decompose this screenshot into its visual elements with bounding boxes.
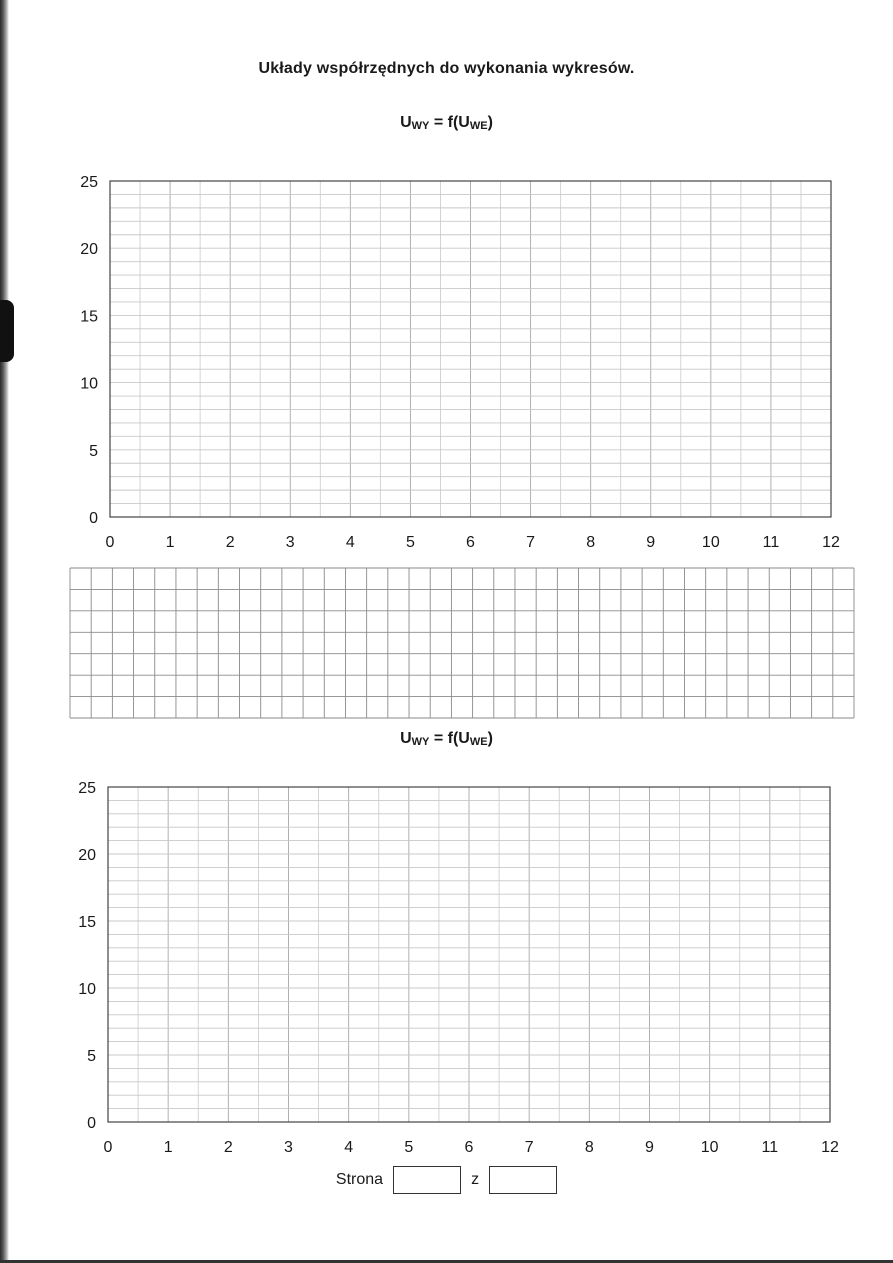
chart-2-x-tick-label: 9	[645, 1139, 654, 1156]
chart-2-x-tick-label: 10	[700, 1139, 719, 1156]
chart-2-y-tick-label: 15	[78, 914, 96, 931]
chart-1-x-tick-label: 4	[345, 534, 355, 551]
chart-1-y-tick-label: 10	[80, 375, 98, 393]
chart-2-x-tick-label: 8	[584, 1139, 594, 1156]
chart-2-y-tick-label: 10	[78, 981, 96, 998]
chart-1-y-tick-label: 5	[89, 442, 98, 460]
chart-1-graph[interactable]	[0, 170, 893, 555]
chart-1-title-mid: = f(U	[429, 114, 470, 131]
chart-1-y-tick-label: 15	[80, 308, 98, 326]
chart-1-x-tick-label: 2	[225, 534, 235, 551]
chart-1-x-tick-label: 0	[105, 534, 115, 551]
chart-1-title	[0, 114, 893, 132]
chart-2-y-tick-label: 0	[87, 1115, 96, 1132]
chart-2-x-tick-label: 7	[524, 1139, 534, 1156]
chart-1-x-tick-label: 11	[762, 534, 780, 551]
chart-2-title-mid: = f(U	[429, 730, 470, 747]
chart-1-title-sub-we: WE	[469, 120, 488, 132]
chart-2-title	[0, 730, 893, 748]
chart-1-title-end: )	[487, 114, 493, 131]
chart-2-x-tick-label: 1	[163, 1139, 173, 1156]
chart-2-x-tick-label: 2	[223, 1139, 233, 1156]
chart-2-x-tick-label: 5	[404, 1139, 414, 1156]
chart-2-title-sub-we: WE	[469, 736, 488, 748]
chart-2-x-tick-label: 3	[284, 1139, 293, 1156]
chart-1-x-tick-label: 10	[701, 534, 720, 551]
page-number-box[interactable]	[393, 1166, 461, 1194]
chart-1-y-tick-label: 20	[80, 241, 98, 259]
chart-1-x-tick-label: 8	[586, 534, 596, 551]
chart-1-x-tick-label: 9	[646, 534, 656, 551]
total-pages-box[interactable]	[489, 1166, 557, 1194]
chart-1-x-tick-label: 6	[466, 534, 475, 551]
chart-1-title-u: U	[400, 114, 412, 131]
chart-2-title-end: )	[487, 730, 493, 747]
chart-2-x-tick-label: 11	[761, 1139, 779, 1156]
chart-2-title-u: U	[400, 730, 412, 747]
chart-2-x-tick-label: 6	[464, 1139, 474, 1156]
blank-value-table[interactable]	[0, 566, 893, 722]
of-label: z	[471, 1171, 480, 1188]
chart-2-x-tick-label: 0	[103, 1139, 113, 1156]
chart-1-x-tick-label: 1	[165, 534, 175, 551]
chart-1-title-sub-wy: WY	[411, 120, 430, 132]
chart-1-x-tick-label: 7	[526, 534, 536, 551]
chart-1-y-tick-label: 25	[80, 174, 98, 191]
chart-1-x-tick-label: 5	[405, 534, 415, 551]
chart-2-graph[interactable]	[0, 775, 893, 1160]
chart-1-y-tick-label: 0	[89, 510, 98, 527]
chart-2-y-tick-label: 5	[87, 1048, 96, 1065]
chart-2-x-tick-label: 4	[344, 1139, 354, 1156]
chart-1-x-tick-label: 12	[822, 534, 840, 551]
chart-2-y-tick-label: 25	[78, 780, 96, 797]
page-number-footer	[0, 1166, 893, 1194]
chart-1-x-tick-label: 3	[285, 534, 295, 551]
chart-2-title-sub-wy: WY	[411, 736, 430, 748]
chart-2-x-tick-label: 12	[821, 1139, 839, 1156]
chart-2-y-tick-label: 20	[78, 847, 96, 864]
page-label: Strona	[335, 1171, 384, 1188]
page-title: Układy współrzędnych do wykonania wykresów.	[258, 60, 635, 77]
